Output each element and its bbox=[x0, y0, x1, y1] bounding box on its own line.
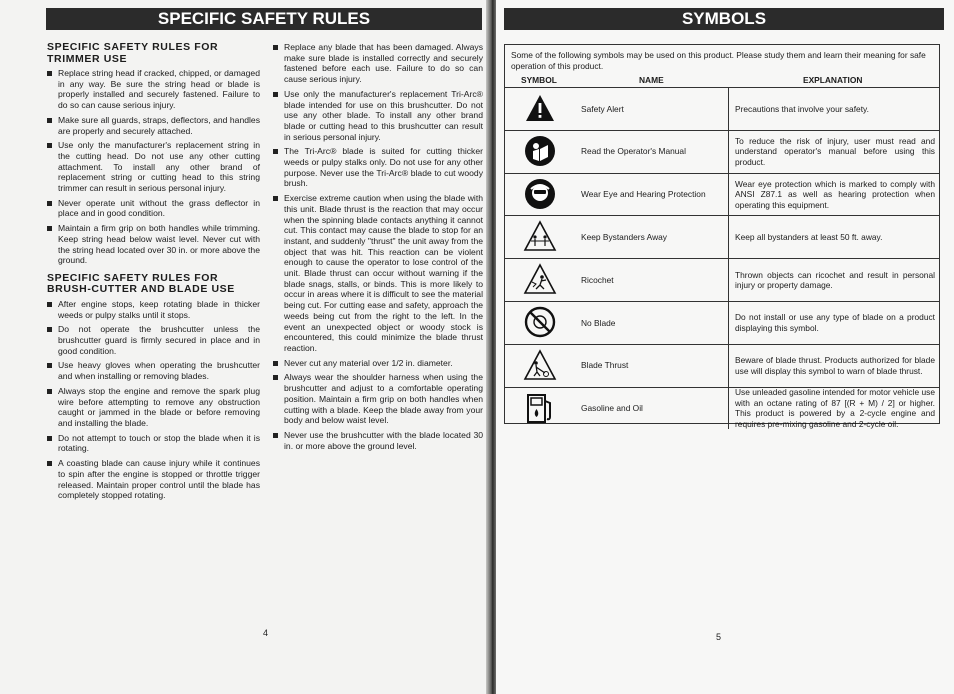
symbol-explanation: To reduce the risk of injury, user must read and understand operator's manual before using this product. bbox=[735, 135, 935, 167]
list-item: Do not operate the brushcutter unless the brushcutter guard is firmly secured in place and in good condition. bbox=[47, 324, 260, 356]
list-item: Never operate unit without the grass deflector in place and in good condition. bbox=[47, 198, 260, 219]
ricochet-icon bbox=[523, 262, 557, 296]
symbol-name: Gasoline and Oil bbox=[581, 403, 643, 414]
list-item: Never use the brushcutter with the blade located 30 in. or more above the ground level. bbox=[273, 430, 483, 451]
list-item: Make sure all guards, straps, deflectors, and handles are properly and securely attached. bbox=[47, 115, 260, 136]
symbol-explanation: Precautions that involve your safety. bbox=[735, 103, 869, 114]
symbol-name: Safety Alert bbox=[581, 103, 624, 114]
list-item: Use heavy gloves when operating the brushcutter and when installing or removing blades. bbox=[47, 360, 260, 381]
page-banner: SPECIFIC SAFETY RULES bbox=[46, 8, 482, 30]
right-column bbox=[273, 42, 483, 458]
column-divider bbox=[728, 88, 729, 130]
list-item: Maintain a firm grip on both handles while trimming. Keep string head below waist level. Never cut with the string head located over 30 in. or more above the ground. bbox=[47, 223, 260, 266]
column-divider bbox=[728, 174, 729, 216]
symbol-name: Blade Thrust bbox=[581, 360, 629, 371]
intro-text: Some of the following symbols may be used on this product. Please study them and learn their meaning for safe operation of this product. bbox=[511, 50, 926, 71]
symbol-explanation: Use unleaded gasoline intended for motor vehicle use with an octane rating of 87 [(R + M) / 2] or higher. This product is powered by a 2-cycle engine and requires pre-mixing gasoline and 2-cycle oil. bbox=[735, 387, 935, 429]
eye-hearing-protection-icon bbox=[523, 177, 557, 211]
column-divider bbox=[728, 259, 729, 301]
symbol-explanation: Keep all bystanders at least 50 ft. away. bbox=[735, 232, 883, 243]
table-row bbox=[505, 130, 939, 173]
list-item: Never cut any material over 1/2 in. diameter. bbox=[273, 358, 483, 369]
symbol-explanation: Beware of blade thrust. Products authorized for blade use will display this symbol to warn of blade thrust. bbox=[735, 355, 935, 376]
list-item: Exercise extreme caution when using the blade with this unit. Blade thrust is the reaction that may occur when the spinning blade contacts anything it cannot cut. This contact may cause the blade to stop for an instant, and suddenly "thrust" the unit away from the object that was hit. This reaction can be violent enough to cause the operator to lose control of the unit. Blade thrust can occur without warning if the blade snags, stalls, or binds. This is more likely to occur in areas where it is difficult to see the material being cut. For cutting ease and safety, approach the weeds being cut from the right to the left. In the event an unexpected object or woody stock is encountered, this could minimize the blade thrust reaction. bbox=[273, 193, 483, 354]
bullet-list bbox=[47, 299, 260, 501]
symbol-explanation: Thrown objects can ricochet and result in personal injury or property damage. bbox=[735, 269, 935, 291]
list-item: Do not attempt to touch or stop the blade when it is rotating. bbox=[47, 433, 260, 454]
blade-thrust-icon bbox=[523, 348, 557, 382]
symbol-name: Ricochet bbox=[581, 274, 614, 285]
symbol-name: Keep Bystanders Away bbox=[581, 232, 667, 243]
column-header-name: NAME bbox=[639, 75, 664, 85]
list-item: Always stop the engine and remove the spark plug wire before attempting to remove any obstruction caught or jammed in the blade or before removing and installing the blade. bbox=[47, 386, 260, 429]
symbol-explanation: Do not install or use any type of blade on a product displaying this symbol. bbox=[735, 312, 935, 333]
list-item: Replace string head if cracked, chipped, or damaged in any way. Be sure the string head or blade is properly installed and securely fastened. Failure to do so can cause serious injury. bbox=[47, 68, 260, 111]
column-divider bbox=[728, 131, 729, 173]
list-item: A coasting blade can cause injury while it continues to spin after the engine is stopped or throttle trigger released. Maintain proper control until the blade has completely stopped rotating. bbox=[47, 458, 260, 501]
page-number: 5 bbox=[716, 632, 722, 642]
symbol-name: Read the Operator's Manual bbox=[581, 146, 686, 157]
column-header-symbol: SYMBOL bbox=[521, 75, 557, 85]
symbol-rows bbox=[505, 87, 939, 429]
keep-bystanders-away-icon bbox=[523, 219, 557, 253]
column-divider bbox=[728, 345, 729, 387]
list-item: After engine stops, keep rotating blade in thicker weeds or pulpy stalks until it stops. bbox=[47, 299, 260, 320]
safety-alert-icon bbox=[523, 91, 557, 125]
section-heading: SPECIFIC SAFETY RULES FOR BRUSH-CUTTER AND BLADE USE bbox=[47, 271, 235, 296]
table-row bbox=[505, 344, 939, 387]
table-row bbox=[505, 258, 939, 301]
table-row bbox=[505, 87, 939, 130]
list-item: Always wear the shoulder harness when using the brushcutter and adjust to a comfortable operating position. Maintain a firm grip on both handles when cutting with a blade. Keep the blade away from your body and below waist level. bbox=[273, 372, 483, 426]
right-page bbox=[496, 0, 954, 694]
bullet-list bbox=[273, 42, 483, 451]
list-item: Use only the manufacturer's replacement string in the cutting head. Do not use any other cutting attachment. To install any other brand of replacement string or cutting head to this string trimmer can result in serious personal injury. bbox=[47, 140, 260, 194]
column-header-explanation: EXPLANATION bbox=[803, 75, 863, 85]
column-divider bbox=[728, 216, 729, 258]
left-column bbox=[47, 42, 260, 508]
list-item: Use only the manufacturer's replacement Tri-Arc® blade intended for use on this brushcutter. Do not use any other blade. To install any other brand blade or cutting head to this brushcutter can result in serious personal injury. bbox=[273, 89, 483, 143]
gasoline-and-oil-icon bbox=[523, 391, 557, 425]
list-item: Replace any blade that has been damaged. Always make sure blade is installed correctly and securely fastened before each use. Failure to do so can cause serious injury. bbox=[273, 42, 483, 85]
table-row bbox=[505, 215, 939, 258]
symbols-table bbox=[504, 44, 940, 429]
column-divider bbox=[728, 388, 729, 430]
symbol-name: Wear Eye and Hearing Protection bbox=[581, 189, 706, 200]
list-item: The Tri-Arc® blade is suited for cutting thicker weeds or pulpy stalks only. Do not use for any other purpose. Never use the Tri-Arc® blade to cut woody brush. bbox=[273, 146, 483, 189]
section-heading: SPECIFIC SAFETY RULES FOR TRIMMER USE bbox=[47, 41, 219, 65]
table-row bbox=[505, 387, 939, 430]
symbol-name: No Blade bbox=[581, 317, 616, 328]
no-blade-icon bbox=[523, 305, 557, 339]
page-number: 4 bbox=[263, 628, 269, 638]
table-row bbox=[505, 301, 939, 344]
table-row bbox=[505, 173, 939, 216]
column-divider bbox=[728, 302, 729, 344]
page-banner: SYMBOLS bbox=[504, 8, 944, 30]
symbol-explanation: Wear eye protection which is marked to comply with ANSI Z87.1 as well as hearing protection when operating this equipment. bbox=[735, 178, 935, 210]
bullet-list bbox=[47, 68, 260, 266]
read-manual-icon bbox=[523, 134, 557, 168]
